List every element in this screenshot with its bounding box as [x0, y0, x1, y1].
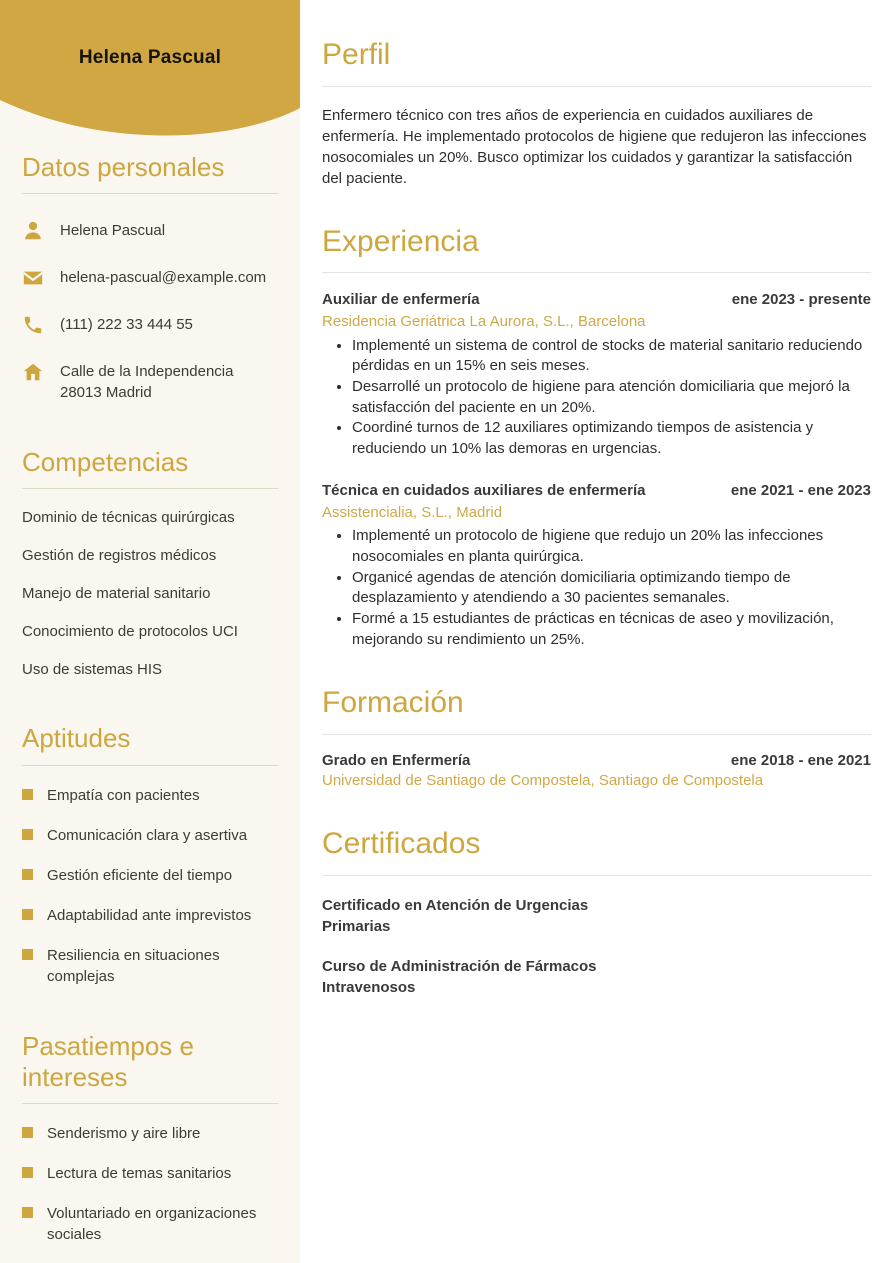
contact-row-name — [22, 220, 278, 242]
phone-icon — [22, 314, 44, 336]
divider — [322, 272, 871, 273]
list-item — [22, 785, 278, 806]
section-title-datos-personales: Datos personales — [22, 152, 225, 182]
job-bullets — [322, 336, 871, 460]
divider — [22, 193, 278, 194]
job-header — [322, 481, 871, 501]
certificate-item: Certificado en Atención de Urgencias Primarias — [322, 896, 589, 935]
job-company: Assistencialia, S.L., Madrid — [322, 503, 503, 521]
list-item-label: Voluntariado en organizaciones sociales — [47, 1204, 257, 1243]
section-formacion — [322, 686, 871, 791]
square-bullet-icon — [22, 829, 33, 840]
job-company: Residencia Geriátrica La Aurora, S.L., Barcelona — [322, 313, 646, 331]
section-pasatiempos — [22, 1031, 278, 1245]
contact-name: Helena Pascual — [60, 222, 166, 240]
contact-address — [60, 361, 233, 403]
job-entry — [322, 290, 871, 460]
section-competencias — [22, 447, 278, 679]
list-item — [22, 1203, 278, 1245]
section-experiencia — [322, 225, 871, 651]
section-title-certificados: Certificados — [322, 827, 481, 860]
contact-list — [22, 220, 278, 403]
job-bullets — [322, 526, 871, 650]
divider — [322, 734, 871, 735]
list-item: Gestión de registros médicos — [22, 547, 217, 565]
job-dates: ene 2021 - ene 2023 — [730, 481, 871, 499]
certificate-item: Curso de Administración de Fármacos Intravenosos — [322, 957, 597, 996]
section-title-aptitudes: Aptitudes — [22, 723, 131, 754]
sidebar-content — [0, 0, 300, 1245]
list-item — [22, 945, 278, 987]
hobbies-list — [22, 1123, 278, 1245]
square-bullet-icon — [22, 949, 33, 960]
list-item-label: Adaptabilidad ante imprevistos — [47, 906, 252, 924]
section-title-competencias: Competencias — [22, 447, 189, 478]
list-item-label: Resiliencia en situaciones complejas — [47, 946, 220, 985]
section-datos-personales — [22, 152, 278, 403]
job-bullet: • Coordiné turnos de 12 auxiliares optimizando tiempos de asistencia y reduciendo un 10% las demoras en urgencias. — [352, 418, 871, 459]
contact-phone: (111) 222 33 444 55 — [60, 316, 193, 334]
contact-email: helena-pascual@example.com — [60, 269, 267, 287]
person-name: Helena Pascual — [78, 47, 222, 68]
square-bullet-icon — [22, 1127, 33, 1138]
list-item-label: Empatía con pacientes — [47, 786, 200, 804]
list-item-label: Senderismo y aire libre — [47, 1124, 201, 1142]
competencias-list — [22, 509, 278, 679]
list-item: Conocimiento de protocolos UCI — [22, 623, 238, 641]
divider — [22, 1103, 278, 1104]
divider — [322, 86, 871, 87]
job-bullet: • Implementé un protocolo de higiene que redujo un 20% las infecciones nosocomiales en planta quirúrgica. — [352, 526, 871, 567]
list-item: Manejo de material sanitario — [22, 585, 211, 603]
education-header — [322, 752, 871, 769]
job-dates: ene 2023 - presente — [731, 291, 871, 308]
square-bullet-icon — [22, 789, 33, 800]
list-item — [22, 1163, 278, 1184]
section-perfil — [322, 38, 871, 189]
list-item — [22, 865, 278, 886]
section-title-formacion: Formación — [322, 686, 464, 720]
aptitudes-list — [22, 785, 278, 987]
job-bullet: • Implementé un sistema de control de stocks de material sanitario reduciendo pérdidas en un 15% en seis meses. — [352, 336, 871, 377]
list-item — [22, 905, 278, 926]
address-line-2: 28013 Madrid — [60, 384, 152, 402]
section-title-perfil: Perfil — [322, 38, 391, 71]
mail-icon — [22, 267, 44, 289]
contact-row-email — [22, 267, 278, 289]
square-bullet-icon — [22, 1207, 33, 1218]
job-bullet: • Desarrollé un protocolo de higiene para atención domiciliaria que mejoró la satisfacción del paciente en un 20%. — [352, 377, 871, 418]
list-item: Uso de sistemas HIS — [22, 661, 163, 679]
list-item-label: Gestión eficiente del tiempo — [47, 866, 233, 884]
section-title-experiencia: Experiencia — [322, 224, 479, 258]
degree-dates: ene 2018 - ene 2021 — [730, 751, 871, 769]
contact-row-address — [22, 361, 278, 403]
school-name: Universidad de Santiago de Compostela, Santiago de Compostela — [322, 771, 764, 789]
user-icon — [22, 220, 44, 242]
job-header — [322, 290, 871, 310]
list-item — [22, 1123, 278, 1144]
profile-text: Enfermero técnico con tres años de experiencia en cuidados auxiliares de enfermería. He implementado protocolos de higiene que redujeron las infecciones nosocomiales un 20%. Busco optimizar los cuidados y garantizar la satisfacción del paciente. — [322, 106, 867, 187]
degree-title: Grado en Enfermería — [322, 751, 471, 769]
divider — [22, 488, 278, 489]
section-aptitudes — [22, 723, 278, 986]
address-line-1: Calle de la Independencia — [60, 363, 234, 381]
list-item-label: Comunicación clara y asertiva — [47, 826, 248, 844]
job-title: Auxiliar de enfermería — [322, 291, 480, 308]
main-column — [300, 0, 893, 1263]
job-title: Técnica en cuidados auxiliares de enfermería — [322, 481, 646, 499]
job-bullet: • Formé a 15 estudiantes de prácticas en técnicas de aseo y movilización, mejorando su rendimiento un 25%. — [352, 609, 871, 650]
square-bullet-icon — [22, 1167, 33, 1178]
job-bullet: • Organicé agendas de atención domiciliaria optimizando tiempo de desplazamiento y atendiendo a 30 pacientes semanales. — [352, 568, 871, 609]
home-icon — [22, 361, 44, 383]
list-item — [22, 825, 278, 846]
job-entry — [322, 481, 871, 651]
sidebar — [0, 0, 300, 1263]
square-bullet-icon — [22, 909, 33, 920]
list-item: Dominio de técnicas quirúrgicas — [22, 509, 235, 527]
list-item-label: Lectura de temas sanitarios — [47, 1164, 232, 1182]
section-certificados — [322, 827, 871, 998]
divider — [22, 765, 278, 766]
square-bullet-icon — [22, 869, 33, 880]
section-title-pasatiempos: Pasatiempos e intereses — [22, 1030, 194, 1092]
divider — [322, 875, 871, 876]
contact-row-phone — [22, 314, 278, 336]
